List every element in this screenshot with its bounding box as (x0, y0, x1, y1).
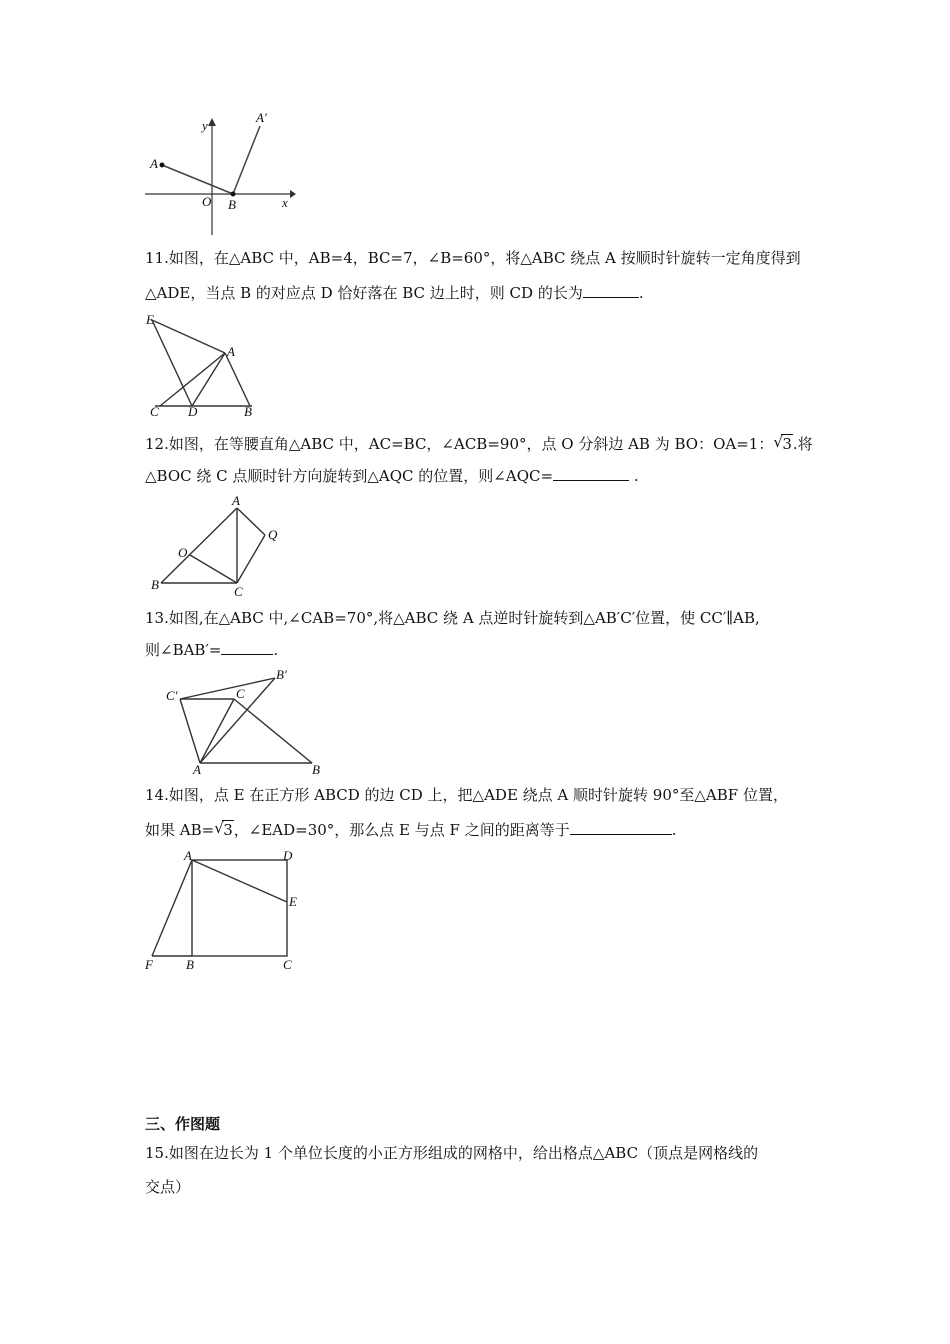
section-title: 三、作图题 (145, 1115, 221, 1133)
q12-line-2-text: △BOC 绕 C 点顺时针方向旋转到△AQC 的位置，则∠AQC= (145, 467, 554, 485)
q12-sqrt: √ 3 (773, 433, 792, 453)
segment-AD (192, 353, 225, 406)
segment-C-prime-B-prime (180, 678, 275, 699)
q12-line-1-end: .将 (792, 435, 813, 453)
segment-BA (161, 508, 237, 583)
label-B-prime: B′ (276, 667, 287, 682)
label-B: B (186, 957, 194, 972)
q15-line-1: 15.如图在边长为 1 个单位长度的小正方形组成的网格中，给出格点△ABC（顶点是网格线的 (145, 1144, 759, 1162)
q11-line-1: 11.如图，在△ABC 中，AB=4，BC=7，∠B=60°，将△ABC 绕点 A 按顺时针旋转一定角度得到 (145, 249, 801, 267)
label-D: D (283, 848, 293, 863)
label-D: D (188, 404, 198, 419)
point-A (160, 163, 165, 168)
label-A: A (232, 493, 240, 508)
segment-AC (160, 353, 225, 406)
q12-line-2 (145, 466, 639, 486)
q12-line-2-end: . (633, 467, 639, 485)
q12-answer-blank[interactable] (553, 466, 629, 481)
q11-line-2-end: . (638, 284, 644, 302)
segment-AQ (237, 508, 265, 535)
segment-QC (237, 535, 265, 583)
q14-line-2-mid: ，∠EAD=30°，那么点 E 与点 F 之间的距离等于 (233, 821, 570, 839)
q13-answer-blank[interactable] (221, 640, 273, 655)
q14-sqrt-value: 3 (223, 821, 233, 839)
label-O: O (178, 545, 188, 560)
q12-line-1 (145, 434, 813, 454)
figure-q11 (140, 310, 270, 422)
segment-EA (152, 320, 225, 353)
label-O: O (202, 194, 212, 209)
segment-AF (152, 860, 192, 956)
q14-sqrt: √ 3 (214, 819, 233, 839)
label-A: A (150, 156, 158, 171)
x-axis-arrow (290, 190, 296, 198)
y-axis-arrow (208, 118, 216, 126)
label-B: B (244, 404, 252, 419)
label-y: y (202, 118, 208, 133)
q14-answer-blank[interactable] (570, 820, 672, 835)
segment-AB (225, 353, 250, 406)
label-E: E (289, 894, 297, 909)
q11-line-2 (145, 283, 644, 303)
q13-line-2 (145, 640, 278, 660)
label-B: B (228, 197, 236, 212)
label-B: B (151, 577, 159, 592)
figure-q14 (140, 848, 305, 973)
q12-sqrt-value: 3 (782, 435, 792, 453)
label-C-prime: C′ (166, 688, 178, 703)
q13-line-2-end: . (273, 641, 279, 659)
segment-OC (190, 555, 237, 583)
q14-line-2-text: 如果 AB= (145, 821, 215, 839)
q11-line-2-text: △ADE，当点 B 的对应点 D 恰好落在 BC 边上时，则 CD 的长为 (145, 284, 583, 302)
label-B: B (312, 762, 320, 776)
q13-line-2-text: 则∠BAB′= (145, 641, 222, 659)
label-A: A (193, 762, 201, 776)
point-B (231, 192, 236, 197)
q14-line-2 (145, 820, 677, 840)
q11-answer-blank[interactable] (583, 283, 639, 298)
label-C: C (236, 686, 245, 701)
segment-BA-prime (233, 126, 260, 194)
q12-line-1-text: 12.如图，在等腰直角△ABC 中，AC=BC，∠ACB=90°，点 O 分斜边 AB 为 BO：OA=1： (145, 435, 774, 453)
square-ABCD (192, 860, 287, 956)
label-E: E (146, 312, 154, 327)
figure-q10-axes (140, 110, 300, 240)
label-A: A (184, 848, 192, 863)
q13-line-1: 13.如图,在△ABC 中,∠CAB=70°,将△ABC 绕 A 点逆时针旋转到△AB′C′位置，使 CC′∥AB, (145, 609, 760, 627)
label-A: A (227, 344, 235, 359)
label-A-prime: A′ (256, 110, 267, 125)
segment-AB (162, 165, 233, 194)
segment-ED (152, 320, 192, 406)
segment-C-prime-A (180, 699, 200, 763)
segment-CB (234, 699, 312, 763)
q14-line-2-end: . (671, 821, 677, 839)
label-C: C (283, 957, 292, 972)
segment-AE (192, 860, 287, 902)
label-x: x (282, 195, 288, 210)
label-Q: Q (268, 527, 278, 542)
figure-q12 (145, 493, 285, 598)
label-C: C (234, 584, 243, 598)
q14-line-1: 14.如图，点 E 在正方形 ABCD 的边 CD 上，把△ADE 绕点 A 顺时针旋转 90°至△ABF 位置， (145, 786, 788, 804)
label-F: F (145, 957, 153, 972)
figure-q13 (160, 666, 330, 776)
label-C: C (150, 404, 159, 419)
q15-line-2: 交点） (145, 1178, 191, 1196)
